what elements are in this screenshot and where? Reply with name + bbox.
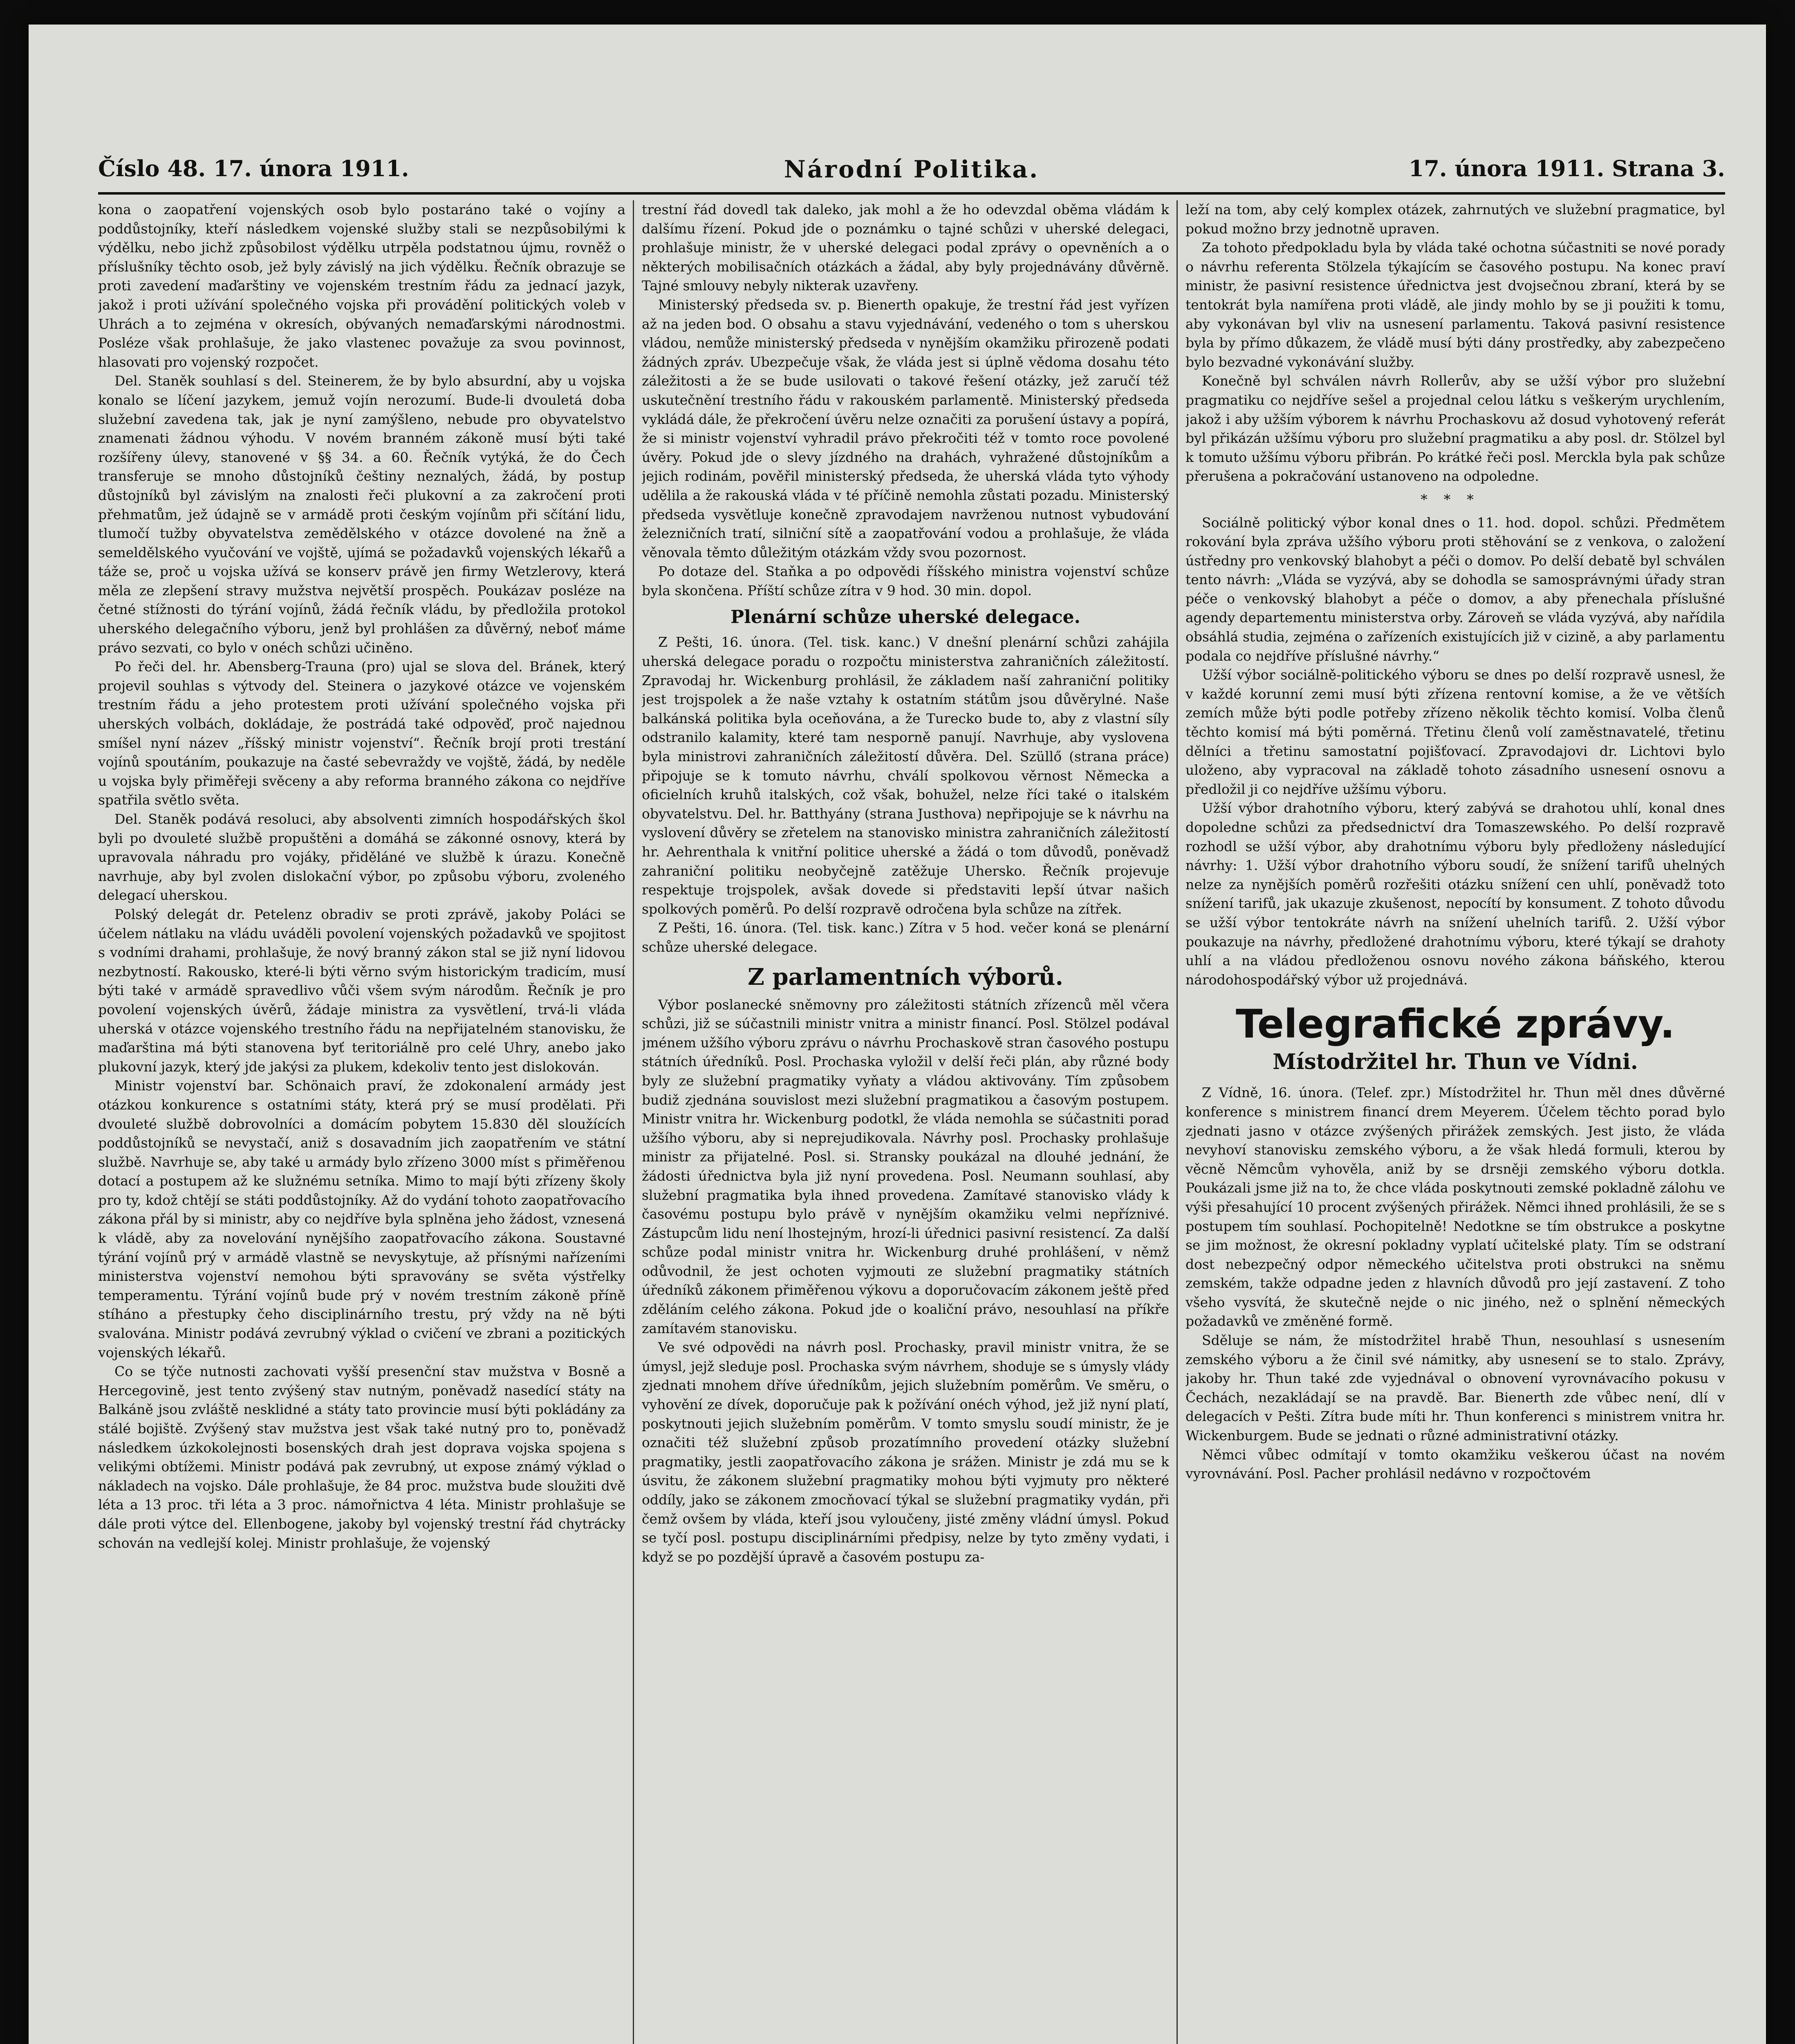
column-3 xyxy=(1185,200,1725,2044)
paragraph: Sociálně politický výbor konal dnes o 11. hod. dopol. schůzi. Předmětem rokování byla zpráva užšího výboru proti stěhování se z venkova, o založení ústředny pro venkovský blahobyt a péči o domov. Po delší debatě byl schválen tento návrh: „Vláda se vyzývá, aby se dohodla se samosprávnými úřady stran péče o venkovský blahobyt a péče o domov, a aby přenechala příslušné agendy departementu ministerstva orby. Zároveň se vláda vyzývá, aby nařídila obsáhlá studia, zejména o zařízeních existujících již v cizině, a aby parlamentu podala co nejdříve příslušné návrhy.“ xyxy=(1185,514,1725,664)
header-rule xyxy=(98,192,1725,195)
paragraph: Del. Staněk podává resoluci, aby absolventi zimních hospodářských škol byli po dvouleté službě propuštěni a domáhá se zákonné osnovy, která by upravovala náhradu pro vojáky, přiděláné ve službě k úrazu. Konečně navrhuje, aby byl zvolen dislokační výbor, po způsobu výboru, zvoleného delegací uherskou. xyxy=(98,811,625,903)
paragraph: kona o zaopatření vojenských osob bylo postaráno také o vojíny a poddůstojníky, kteří následkem vojenské služby stali se nezpůsobilými k výdělku, nebo jichž způsobilost výdělku utrpěla podstatnou újmu, rovněž o příslušníky těchto osob, jež byly závislý na jich výdělku. Řečník obrazuje se proti zavedení maďarštiny ve vojenském trestním řádu za jednací jazyk, jakož i proti užívání společného vojska při provádění politických voleb v Uhrách a to zejména v okresích, obývaných nemaďarskými národnostmi. Posléze však prohlašuje, že jako vlastenec považuje za svou povinnost, hlasovati pro vojenský rozpočet. xyxy=(98,202,625,370)
paragraph: Z Vídně, 16. února. (Telef. zpr.) Místodržitel hr. Thun měl dnes důvěrné konference s ministrem financí drem Meyerem. Účelem těchto porad bylo zjednati jasno v otázce zvýšených přirážek zemských. Jest jisto, že vláda nevyhoví stanovisku zemského výboru, a že však hledá formuli, kterou by věcně Němcům vyhověla, aniž by se drsněji zemského výboru dotkla. Poukázali jsme již na to, že chce vláda poskytnouti zemské pokladně zálohu ve výši přesahující 10 procent zvýšených přirážek. Němci ihned prohlásili, že se s postupem tím souhlasí. Pochopitelně! Nedotkne se tím obstrukce a poskytne se jim možnost, že okresní pokladny vyplatí učitelské platy. Tím se odstraní dost nebezpečný odpor německého učitelstva proti obstrukci na sněmu zemském, takže odpadne jeden z hlavních důvodů pro její zastavení. Z toho všeho vysvítá, že skutečně nejde o nic jiného, než o splnění německých požadavků ve změněné formě. xyxy=(1185,1085,1725,1329)
paragraph: Za tohoto předpokladu byla by vláda také ochotna súčastniti se nové porady o návrhu referenta Stölzela týkajícím se časového postupu. Na konec praví ministr, že pasivní resistence úřednictva jest dvojsečnou zbraní, která by se tentokrát byla namířena proti vládě, ale jindy mohlo by se ji použiti k tomu, aby vykonávan byl vliv na usnesení parlamentu. Taková pasivní resistence byla by přímo důkazem, že vládě musí býti dány prostředky, aby zabezpečeno bylo bezvadné vykonávání služby. xyxy=(1185,240,1725,370)
paragraph: Co se týče nutnosti zachovati vyšší presenční stav mužstva v Bosně a Hercegovině, jest tento zvýšený stav nutným, poněvadž nasedící státy na Balkáně jsou zvláště nesklidné a státy tato provincie musí býti pokládány za stálé bojiště. Zvýšený stav mužstva jest však také nutný pro to, poněvadž následkem úzkokolejnosti bosenských drah jest doprava vojska spojena s velikými obtížemi. Ministr podává pak zevrubný, ut expose známý výklad o nákladech na vojsko. Dále prohlašuje, že 84 proc. mužstva bude sloužiti dvě léta a 13 proc. tři léta a 3 proc. námořnictva 4 léta. Ministr prohlašuje se dále proti výtce del. Ellenbogene, jakoby byl vojenský trestní řád chytrácky schován na vedlejší kolej. Ministr prohlašuje, že vojenský xyxy=(98,1363,625,1551)
newspaper-title: Národní Politika. xyxy=(784,155,1040,183)
column-divider xyxy=(633,200,634,2044)
paragraph: Po řeči del. hr. Abensberg-Trauna (pro) ujal se slova del. Bránek, který projevil souhlas s výtvody del. Steinera o jazykové otázce ve vojenském trestním řádu a jeho protestem proti užívání společného vojska při uherských volbách, dokládaje, že postrádá také odpověď, proč najednou smíšel nyní název „říšský ministr vojenství“. Řečník brojí proti trestání vojínů spoutáním, poukazuje na časté sebevraždy ve vojště, žádá, by neděle u vojska byly přiměřeji svěceny a aby reforma branného zákona co nejdříve spatřila světlo světa. xyxy=(98,659,625,808)
paragraph: trestní řád dovedl tak daleko, jak mohl a že ho odevzdal oběma vládám k dalšímu řízení. Pokud jde o poznámku o tajné schůzi v uherské delegaci, prohlašuje ministr, že v uherské delegaci podal zprávy o opevněních a o některých mobilisačních otázkách a žádal, aby byly projednávány důvěrně. Tajné smlouvy nebyly nikterak uzavřeny. xyxy=(642,202,1169,294)
issue-number-date: Číslo 48. 17. února 1911. xyxy=(98,155,409,182)
paragraph: Sděluje se nám, že místodržitel hrabě Thun, nesouhlasí s usnesením zemského výboru a že činil své námitky, aby usnesení se to stalo. Zprávy, jakoby hr. Thun také zde vyjednával o obnovení vyrovnávacího pokusu v Čechách, nezakládají se na pravdě. Bar. Bienerth zde vůbec není, dlí v delegacích v Pešti. Zítra bude míti hr. Thun konferenci s ministrem vnitra hr. Wickenburgem. Bude se jednati o různé administrativní otázky. xyxy=(1185,1332,1725,1444)
paragraph: Ministr vojenství bar. Schönaich praví, že zdokonalení armády jest otázkou konkurence s ostatními státy, která prý se musí prodělati. Při dvouleté službě dobrovolníci a domácím pobytem 15.830 děl sloužících poddůstojníků se nevystačí, aniž s dosavadním jich zaopatřením ve státní službě. Navrhuje se, aby také u armády bylo zřízeno 3000 míst s přiměřenou dotací a postupem až ke služnému setníka. Mimo to mají býti zřízeny školy pro ty, kdož chtějí se státi poddůstojníky. Až do vydání tohoto zaopatřovacího zákona přál by si ministr, aby co nejdříve byla splněna jeho žádost, vznesená k vládě, aby za novelování nynějšího zaopatřovacího zákona. Soustavné týrání vojínů prý v armádě vlastně se nevyskytuje, až přísnými nařízeními ministerstva vojenství nemohou býti spravovány se světa výstřelky temperamentu. Týrání vojínů bude prý v novém trestním zákoně příně stíháno a přestupky čeho disciplinárního trestu, prý vždy na ně býti svalována. Ministr podává zevrubný výklad o cvičení ve zbrani a pozitických vojenských lékařů. xyxy=(98,1078,625,1360)
paragraph: Výbor poslanecké sněmovny pro záležitosti státních zřízenců měl včera schůzi, již se súčastnili ministr vnitra a ministr financí. Posl. Stölzel podával jménem užšího výboru zprávu o návrhu Prochaskově stran časového postupu státních úředníků. Posl. Prochaska vyložil v delší řeči plán, aby různé body byly ze služební pragmatiky vyňaty a vládou aktivovány. Tím způsobem budiž zjednána souvislost mezi služební pragmatikou a časovým postupem. Ministr vnitra hr. Wickenburg podotkl, že vláda nemohla se súčastniti porad užšího výboru, aby si neprejudikovala. Návrhy posl. Prochasky prohlašuje ministr za přijatelné. Posl. si. Stransky poukázal na dlouhé jednání, že žádosti úřednictva byla již nyní provedena. Posl. Neumann souhlasí, aby služební pragmatika byla ihned provedena. Zamítavé stanovisko vlády k časovému postupu bylo právě v nynějším okamžiku velmi nepříznivé. Zástupcům lidu není lhostejným, hrozí-li úřednici pasivní resistencí. Za další schůze podal ministr vnitra hr. Wickenburg druhé prohlášení, v němž odůvodnil, že jest ochoten vyjmouti ze služební pragmatiky státních úředníků zákonem přiměřenou výkovu a doporučovacím zákonem ještě před zděláním celého zákona. Pokud jde o koaliční právo, nesouhlasí na příkře zamítavém stanovisku. xyxy=(642,996,1169,1336)
paragraph: Polský delegát dr. Petelenz obradiv se proti zprávě, jakoby Poláci se účelem nátlaku na vládu uváděli povolení vojenských požadavků ve spojitost s vodními drahami, prohlašuje, že nový branný zákon stal se již nyní lidovou nezbytností. Rakousko, které-li býti věrno svým historickým tradicím, musí býti také v armádě spravedlivo vůči všem svým národům. Řečník je pro povolení vojenských úvěrů, žádaje ministra za vysvětlení, trvá-li vláda uherská v otázce vojenského trestního řádu na nepřijatelném stanovisku, že maďarština má býti stanovena byť teritoriálně pro celé Uhry, anebo jako plukovní jazyk, který jde jakýsi za plukem, kdekoliv tento jest dislokován. xyxy=(98,906,625,1075)
paragraph: Ministerský předseda sv. p. Bienerth opakuje, že trestní řád jest vyřízen až na jeden bod. O obsahu a stavu vyjednávání, vedeného o tom s uherskou vládou, nemůže ministerský předseda v nynějším okamžiku přirozeně podati žádných zpráv. Ubezpečuje však, že vláda jest si úplně vědoma dosahu této záležitosti a že se bude usilovati o takové řešení otázky, jež zaručí též uskutečnění trestního řádu v rakouském parlamentě. Ministerský předseda vykládá dále, že překročení úvěru nelze označiti za porušení ústavy a popírá, že si ministr vojenství vyhradil právo překročiti též v tomto roce povolené úvěry. Pokud jde o slevy jízdného na drahách, vyhražené důstojníkům a jejich rodinám, pověřil ministerský předseda, že uherská vláda tyto výhody udělila a že rakouská vláda v té příčině nemohla zůstati pozadu. Ministerský předseda vysvětluje konečně zpravodajem navrženou nutnost vybudování železničních tratí, silniční sítě a zaopatřování vodou a prohlašuje, že vláda věnovala těmto důležitým otázkám vždy svou pozornost. xyxy=(642,296,1169,560)
paragraph: Konečně byl schválen návrh Rollerův, aby se užší výbor pro služební pragmatiku co nejdříve sešel a projednal celou látku s veškerým urychlením, jakož i aby užším výborem k návrhu Prochaskovu až dosud vyhotovený referát byl přikázán užšímu výboru pro služební pragmatiku a aby posl. dr. Stölzel byl k tomuto užšímu výboru přibrán. Po krátké řeči posl. Merckla byla pak schůze přerušena a pokračování ustanoveno na odpoledne. xyxy=(1185,373,1725,484)
paragraph: Del. Staněk souhlasí s del. Steinerem, že by bylo absurdní, aby u vojska konalo se líčení jazykem, jemuž vojín nerozumí. Bude-li dvouletá doba služební zavedena tak, jak je nyní zamýšleno, nebude pro obyvatelstvo znamenati žádnou výhodu. V novém branném zákoně musí býti také rozšířeny úlevy, stanovené v §§ 34. a 60. Řečník vytýká, že do Čech transferuje se mnoho důstojníků češtiny neznalých, žádá, by postup důstojníků byl závislým na znalosti řeči plukovní a za zakročení proti přehmatům, jež údajně se v armádě proti českým vojínům při sčítání lidu, tlumočí tužby obyvatelstva zemědělského v otázce dovolené na žně a semeldělského vyučování ve vojště, ujímá se požadavků vojenských lékařů a táže se, proč u vojska užívá se konserv právě jen firmy Wetzlerovy, která měla ze zlepšení stravy mužstva největší prospěch. Poukázav posléze na četné stížnosti do týrání vojínů, žádá řečník vládu, by předložila protokol uherského delegačního výboru, jenž byl prohlášen za důvěrný, neboť máme právo sezvati, co bylo v onéch schůzi učiněno. xyxy=(98,373,625,656)
paragraph: Z Pešti, 16. února. (Tel. tisk. kanc.) V dnešní plenární schůzi zahájila uherská delegace poradu o rozpočtu ministerstva zahraničních záležitostí. Zpravodaj hr. Wickenburg prohlásil, že základem naší zahraniční politiky jest trojspolek a že naše vztahy k ostatním státům jsou důvěrylné. Naše balkánská politika byla oceňována, a že Turecko bude to, aby z vlastní síly odstranilo kalamity, které tam nesporně panují. Navrhuje, aby vyslovena byla ministrovi zahraničních záležitostí důvěra. Del. Szüllő (strana práce) připojuje se k tomuto návrhu, chválí spolkovou věrnost Německa a oficielních kruhů italských, což však, bohužel, nelze říci také o italském obyvatelstvu. Del. hr. Batthyány (strana Justhova) nepřipojuje se k návrhu na vyslovení důvěry se zřetelem na stanovisko ministra zahraničních záležitostí hr. Aehrenthala k vnitřní politice uherské a žádá o tom důvodů, poněvadž zahraniční politiku neobyčejně zatěžuje Uhersko. Řečník projevuje respektuje trojspolek, avšak dovede si představiti lepší útvar našich spolkových poměrů. Po delší rozpravě odročena byla schůze na zítřek. xyxy=(642,634,1169,917)
separator-stars: *** xyxy=(1421,491,1490,507)
headline-telegraph-news: Telegrafické zprávy. xyxy=(1235,1001,1675,1047)
headline-hungarian-delegation: Plenární schůze uherské delegace. xyxy=(731,607,1080,628)
paragraph: Ve své odpovědi na návrh posl. Prochasky, pravil ministr vnitra, že se úmysl, jejž sleduje posl. Prochaska svým návrhem, shoduje se s úmysly vlády zjednati mnohem dříve úředníkům, jejich služebním poměrům. Ve směru, o vyhovění ze dívek, doporučuje pak k požívání onéch výhod, jež již nyní platí, poskytnouti jejich služebním poměrům. V tomto smyslu soudí ministr, že je označiti též služební způsob prozatímního provedení otázky služební pragmatiky, jestli zaopatřovacího zákona je srážen. Ministr je zdá mu se k úsvitu, že zákonem služební pragmatiky mohou býti vyjmuty pro některé oddíly, jako se zákonem zmocňovací týkal se služební pragmatiky vydán, při čemž ovšem by vláda, kteří jsou vyloučeny, jisté změny vládní úmysl. Pokud se tyčí posl. postupu disciplinárními předpisy, nelze by tyto změny vydati, i když se po pozdější úpravě a časovém postupu za- xyxy=(642,1339,1169,1565)
page-date-number: 17. února 1911. Strana 3. xyxy=(1408,155,1725,182)
headline-parliament-committees: Z parlamentních výborů. xyxy=(748,963,1063,991)
column-divider xyxy=(1176,200,1178,2044)
masthead xyxy=(98,155,1725,188)
column-2 xyxy=(642,200,1169,2044)
paragraph: Němci vůbec odmítají v tomto okamžiku veškerou účast na novém vyrovnávání. Posl. Pacher prohlásil nedávno v rozpočtovém xyxy=(1185,1446,1725,1482)
paragraph: Z Pešti, 16. února. (Tel. tisk. kanc.) Zítra v 5 hod. večer koná se plenární schůze uherské delegace. xyxy=(642,920,1169,955)
column-1 xyxy=(98,200,625,2044)
newspaper-page xyxy=(29,25,1766,2044)
paragraph: Užší výbor sociálně-politického výboru se dnes po delší rozpravě usnesl, že v každé korunní zemi musí býti zřízena rentovní komise, a že ve větších zemích může býti podle potřeby zřízeno několik těchto komisí. Volba členů těchto komisí má býti poměrná. Třetinu členů volí zaměstnavatelé, třetinu dělníci a třetinu samostatní pojišťovací. Zpravodajovi dr. Lichtovi bylo uloženo, aby vypracoval na základě tohoto zásadního usnesení osnovu a předložil ji co nejdříve užšímu výboru. xyxy=(1185,667,1725,797)
paragraph: Po dotaze del. Staňka a po odpovědi říšského ministra vojenství schůze byla skončena. Příští schůze zítra v 9 hod. 30 min. dopol. xyxy=(642,563,1169,598)
paragraph: Užší výbor drahotního výboru, který zabývá se drahotou uhlí, konal dnes dopoledne schůzi za předsednictví dra Tomaszewského. Po delší rozpravě rozhodl se užší výbor, aby drahotnímu výboru byly předloženy následující návrhy: 1. Užší výbor drahotního výboru soudí, že snížení tarifů uhelných nelze za nynějších poměrů rozřešiti otázku snížení cen uhlí, poněvadž toto snížení tarifů, jak ukazuje zkušenost, nepocítí by konsument. Z tohoto důvodu se užší výbor tentokráte návrh na snížení uhelních tarifů. 2. Užší výbor poukazuje na návrhy, předložené drahotnímu výboru, které týkají se drahoty uhlí a na vládou předloženou osnovu nového zákona báňského, kterou národohospodářský výbor už projednává. xyxy=(1185,800,1725,988)
headline-thun-vienna: Místodržitel hr. Thun ve Vídni. xyxy=(1273,1049,1638,1075)
paragraph: leží na tom, aby celý komplex otázek, zahrnutých ve služební pragmatice, byl pokud možno brzy jednotně upraven. xyxy=(1185,202,1725,237)
